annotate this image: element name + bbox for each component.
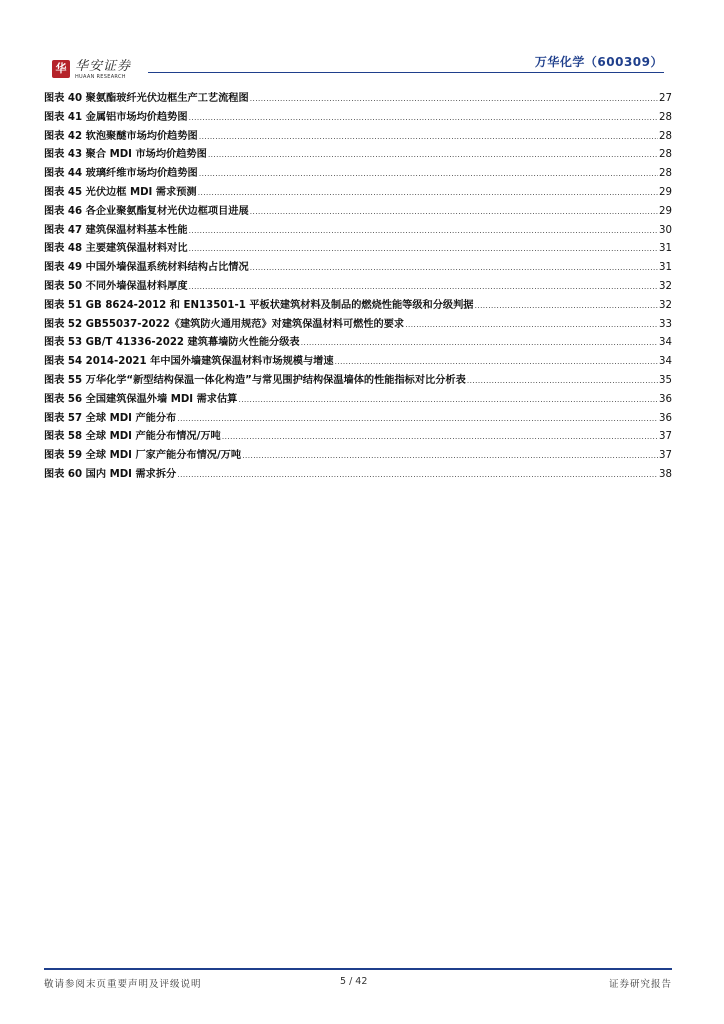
toc-leader-dots <box>242 447 658 466</box>
toc-leader-dots <box>238 391 658 410</box>
toc-leader-dots <box>177 410 658 429</box>
toc-leader-dots <box>189 278 659 297</box>
toc-entry-title[interactable]: 图表 60 国内 MDI 需求拆分 <box>44 468 177 480</box>
toc-leader-dots <box>222 428 658 447</box>
toc-entry[interactable] <box>44 447 672 466</box>
toc-entry[interactable] <box>44 372 672 391</box>
toc-entry[interactable] <box>44 334 672 353</box>
toc-entry[interactable] <box>44 240 672 259</box>
toc-entry-title[interactable]: 图表 44 玻璃纤维市场均价趋势图 <box>44 168 198 180</box>
toc-entry-page[interactable]: 38 <box>659 468 672 480</box>
toc-entry[interactable] <box>44 278 672 297</box>
toc-leader-dots <box>250 203 658 222</box>
toc-leader-dots <box>335 353 659 372</box>
toc-entry[interactable] <box>44 184 672 203</box>
toc-leader-dots <box>177 466 658 485</box>
toc-entry-title[interactable]: 图表 40 聚氨酯玻纤光伏边框生产工艺流程图 <box>44 93 249 104</box>
toc-leader-dots <box>467 372 658 391</box>
toc-entry-title[interactable]: 图表 47 建筑保温材料基本性能 <box>44 224 188 236</box>
toc-entry[interactable] <box>44 222 672 241</box>
toc-entry[interactable] <box>44 128 672 147</box>
toc-entry[interactable] <box>44 466 672 485</box>
toc-leader-dots <box>474 297 658 316</box>
toc-entry-page[interactable]: 35 <box>659 374 672 386</box>
toc-entry[interactable] <box>44 316 672 335</box>
toc-leader-dots <box>250 259 658 278</box>
toc-entry-page[interactable]: 31 <box>659 243 672 255</box>
toc-entry-page[interactable]: 29 <box>659 186 672 198</box>
header-divider <box>148 72 664 73</box>
toc-entry-title[interactable]: 图表 54 2014-2021 年中国外墙建筑保温材料市场规模与增速 <box>44 356 334 368</box>
toc-leader-dots <box>405 316 658 335</box>
toc-entry-page[interactable]: 29 <box>659 205 672 217</box>
toc-entry-title[interactable]: 图表 58 全球 MDI 产能分布情况/万吨 <box>44 431 221 443</box>
toc-entry[interactable] <box>44 410 672 429</box>
toc-leader-dots <box>189 240 659 259</box>
figure-index <box>44 90 672 485</box>
toc-entry-title[interactable]: 图表 46 各企业聚氨酯复材光伏边框项目进展 <box>44 205 249 217</box>
footer-report-type: 证券研究报告 <box>608 979 672 990</box>
toc-entry-page[interactable]: 37 <box>659 431 672 443</box>
toc-entry[interactable] <box>44 146 672 165</box>
toc-entry-page[interactable]: 34 <box>659 337 672 349</box>
toc-entry-page[interactable]: 27 <box>659 93 672 104</box>
toc-entry[interactable] <box>44 391 672 410</box>
toc-entry[interactable] <box>44 428 672 447</box>
toc-entry-title[interactable]: 图表 57 全球 MDI 产能分布 <box>44 412 177 424</box>
toc-entry[interactable] <box>44 259 672 278</box>
page-number: 5 / 42 <box>340 976 368 987</box>
logo-name-en: HUAAN RESEARCH <box>75 74 126 80</box>
page-header <box>0 0 724 90</box>
footer-disclaimer: 敬请参阅末页重要声明及评级说明 <box>44 979 202 990</box>
toc-entry-title[interactable]: 图表 45 光伏边框 MDI 需求预测 <box>44 186 197 198</box>
toc-entry[interactable] <box>44 90 672 109</box>
toc-entry-title[interactable]: 图表 48 主要建筑保温材料对比 <box>44 243 188 255</box>
toc-entry-page[interactable]: 32 <box>659 299 672 311</box>
toc-entry-page[interactable]: 28 <box>659 111 672 123</box>
toc-leader-dots <box>199 165 658 184</box>
toc-entry[interactable] <box>44 353 672 372</box>
toc-entry[interactable] <box>44 165 672 184</box>
company-logo <box>52 60 131 81</box>
toc-entry-title[interactable]: 图表 49 中国外墙保温系统材料结构占比情况 <box>44 262 249 274</box>
toc-entry[interactable] <box>44 297 672 316</box>
toc-entry-title[interactable]: 图表 56 全国建筑保温外墙 MDI 需求估算 <box>44 393 238 405</box>
toc-entry-page[interactable]: 28 <box>659 130 672 142</box>
toc-entry-title[interactable]: 图表 42 软泡聚醚市场均价趋势图 <box>44 130 198 142</box>
toc-entry[interactable] <box>44 203 672 222</box>
toc-leader-dots <box>198 184 658 203</box>
toc-entry-page[interactable]: 36 <box>659 393 672 405</box>
toc-leader-dots <box>189 222 659 241</box>
toc-leader-dots <box>208 146 658 165</box>
toc-entry-title[interactable]: 图表 41 金属铝市场均价趋势图 <box>44 111 188 123</box>
toc-leader-dots <box>189 109 659 128</box>
toc-leader-dots <box>250 90 658 109</box>
logo-seal-icon: 华 <box>52 60 70 78</box>
toc-entry-title[interactable]: 图表 43 聚合 MDI 市场均价趋势图 <box>44 149 207 161</box>
logo-name-cn: 华安证券 <box>75 59 132 74</box>
toc-entry-page[interactable]: 37 <box>659 450 672 462</box>
toc-leader-dots <box>199 128 658 147</box>
toc-entry-page[interactable]: 30 <box>659 224 672 236</box>
toc-entry-title[interactable]: 图表 55 万华化学“新型结构保温一体化构造”与常见围护结构保温墙体的性能指标对比分析表 <box>44 374 466 386</box>
toc-entry-page[interactable]: 28 <box>659 168 672 180</box>
toc-entry-page[interactable]: 31 <box>659 262 672 274</box>
toc-entry-page[interactable]: 36 <box>659 412 672 424</box>
toc-entry-page[interactable]: 28 <box>659 149 672 161</box>
toc-entry-title[interactable]: 图表 53 GB/T 41336-2022 建筑幕墙防火性能分级表 <box>44 337 300 349</box>
toc-leader-dots <box>301 334 658 353</box>
company-title: 万华化学（600309） <box>534 55 663 69</box>
toc-entry-page[interactable]: 34 <box>659 356 672 368</box>
toc-entry-page[interactable]: 33 <box>659 318 672 330</box>
toc-entry[interactable] <box>44 109 672 128</box>
toc-entry-title[interactable]: 图表 50 不同外墙保温材料厚度 <box>44 280 188 292</box>
toc-entry-title[interactable]: 图表 59 全球 MDI 厂家产能分布情况/万吨 <box>44 450 242 462</box>
footer-divider <box>44 968 672 970</box>
toc-entry-title[interactable]: 图表 51 GB 8624-2012 和 EN13501-1 平板状建筑材料及制品的燃烧性能等级和分级判据 <box>44 299 474 311</box>
toc-entry-page[interactable]: 32 <box>659 280 672 292</box>
toc-entry-title[interactable]: 图表 52 GB55037-2022《建筑防火通用规范》对建筑保温材料可燃性的要求 <box>44 318 405 330</box>
